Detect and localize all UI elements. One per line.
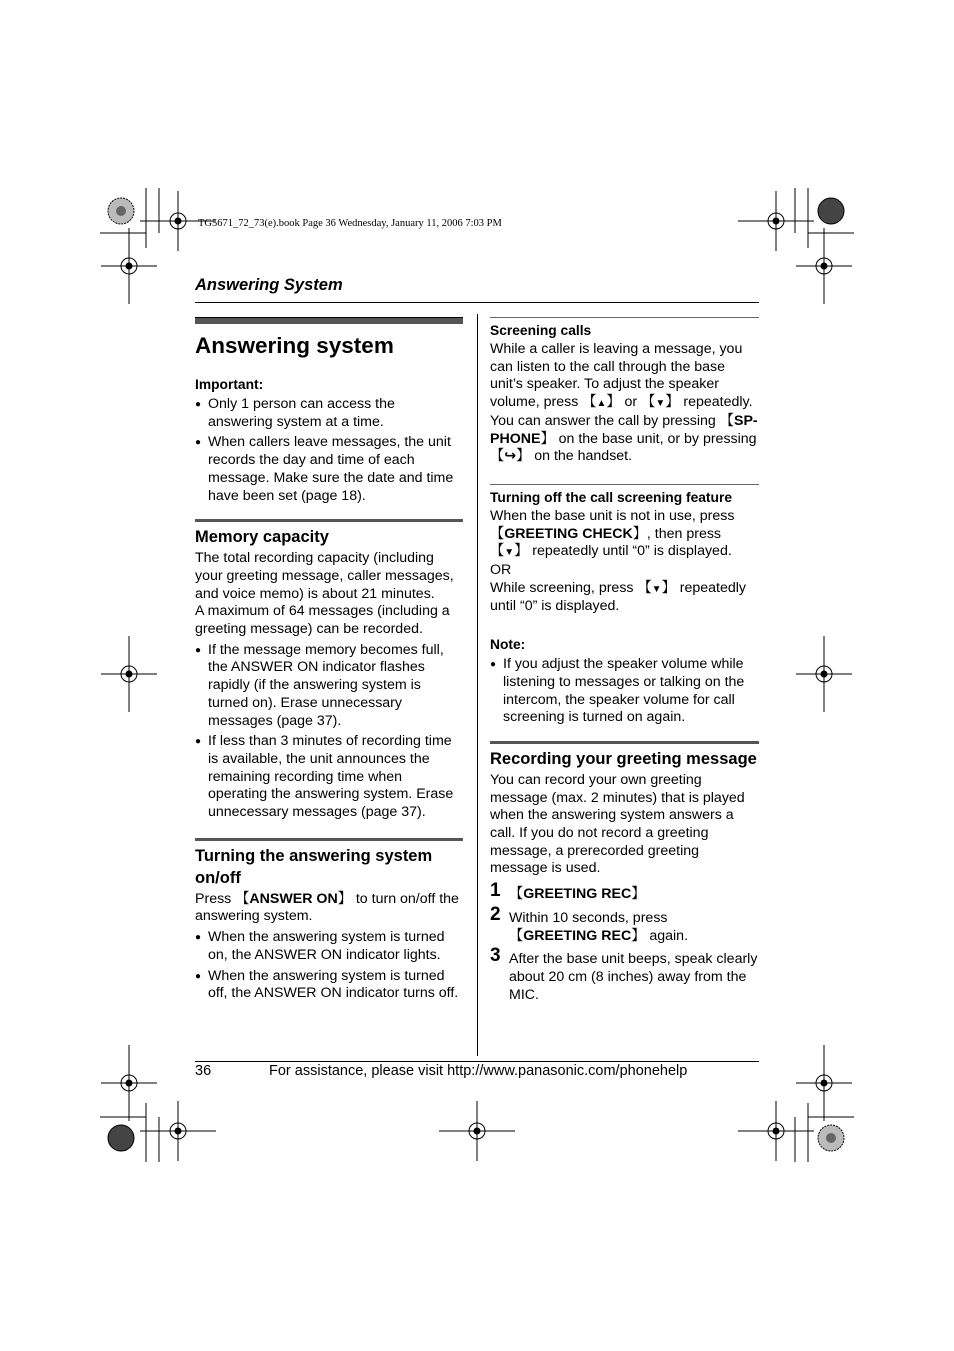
note-label: Note: <box>490 637 526 653</box>
screening-para-2: You can answer the call by pressing 【SP-PHONE】 on the base unit, or by pressing 【↪】 on the handset. <box>490 412 758 465</box>
left-column <box>195 314 463 1006</box>
print-info: TG5671_72_73(e).book Page 36 Wednesday, January 11, 2006 7:03 PM <box>198 218 502 229</box>
section-rule <box>490 741 759 744</box>
greeting-steps <box>490 880 759 1004</box>
note-list <box>490 656 759 727</box>
list-item: ● When the answering system is turned off, the ANSWER ON indicator turns off. <box>195 968 463 1003</box>
greeting-check-key: GREETING CHECK <box>504 525 633 542</box>
page-number: 36 <box>195 1063 212 1079</box>
section-rule <box>490 484 759 485</box>
down-key: ▼ <box>655 398 666 410</box>
important-list <box>195 396 463 505</box>
memory-list <box>195 642 463 822</box>
up-key: ▲ <box>596 398 607 410</box>
list-item: ● If less than 3 minutes of recording time is available, the unit announces the remaining recording time when operating the answering system. Erase unnecessary messages (page 37). <box>195 733 463 822</box>
screening-para-1: While a caller is leaving a message, you can listen to the call through the base unit’s speaker. To adjust the speaker volume, press 【▲】 or 【▼】 repeatedly. <box>490 341 753 411</box>
section-rule <box>195 838 463 841</box>
onoff-list <box>195 929 463 1003</box>
screening-heading: Screening calls <box>490 323 592 338</box>
turnoff-or: OR <box>490 562 512 579</box>
step-number: 3 <box>490 945 501 967</box>
page-title: Answering system <box>195 333 394 358</box>
onoff-heading: Turning the answering system on/off <box>195 846 433 887</box>
onoff-press: Press <box>195 890 232 907</box>
memory-para-1: The total recording capacity (including your greeting message, caller messages, and voice memo) is about 21 minutes. <box>195 550 454 602</box>
step-number: 1 <box>490 880 501 902</box>
step-item: 2 Within 10 seconds, press 【GREETING REC】 again. <box>490 903 689 944</box>
step-item: 1 【GREETING REC】 <box>490 880 646 903</box>
turnoff-para: When the base unit is not in use, press 【GREETING CHECK】, then press 【▼】 repeatedly until “0” is displayed. <box>490 507 735 560</box>
turnoff-heading: Turning off the call screening feature <box>490 489 732 505</box>
onoff-para: Press 【ANSWER ON】 to turn on/off the answering system. <box>195 890 459 925</box>
section-rule <box>195 519 463 522</box>
talk-icon: ↪ <box>504 448 517 465</box>
memory-para-2: A maximum of 64 messages (including a greeting message) can be recorded. <box>195 603 450 638</box>
turnoff-para-2: While screening, press 【▼】 repeatedly until “0” is displayed. <box>490 579 746 615</box>
list-item: ● When callers leave messages, the unit records the day and time of each message. Make sure the date and time have been set (page 18). <box>195 434 463 505</box>
down-key: ▼ <box>651 583 662 595</box>
list-item: ● If you adjust the speaker volume while listening to messages or talking on the intercom, the speaker volume for call screening is turned on again. <box>490 656 759 727</box>
step-number: 2 <box>490 903 501 925</box>
important-label: Important: <box>195 377 264 392</box>
greeting-heading: Recording your greeting message <box>490 749 757 768</box>
section-header: Answering System <box>195 276 343 294</box>
right-column <box>490 314 759 1010</box>
sp-phone-key: SP-PHONE <box>490 412 758 447</box>
footer-rule <box>195 1061 759 1062</box>
column-divider <box>477 314 478 1056</box>
list-item: ● When the answering system is turned on, the ANSWER ON indicator lights. <box>195 929 463 964</box>
title-bar <box>195 317 463 324</box>
footer-text: For assistance, please visit http://www.panasonic.com/phonehelp <box>269 1063 688 1079</box>
list-item: ● Only 1 person can access the answering system at a time. <box>195 396 463 431</box>
onoff-text: to turn on/off the answering system. <box>195 890 459 925</box>
down-key: ▼ <box>504 547 515 559</box>
greeting-para: You can record your own greeting message (max. 2 minutes) that is played when the answering system answers a call. If you do not record a greeting message, a prerecorded greeting message is used. <box>490 771 745 877</box>
section-rule <box>490 317 759 318</box>
list-item: ● If the message memory becomes full, the ANSWER ON indicator flashes rapidly (if the answering system is turned on). Erase unnecessary messages (page 37). <box>195 642 463 731</box>
memory-heading: Memory capacity <box>195 528 329 547</box>
greeting-rec-key: GREETING REC <box>523 886 632 903</box>
step-item: 3 After the base unit beeps, speak clearly about 20 cm (8 inches) away from the MIC. <box>490 945 758 1003</box>
header-rule <box>195 302 759 303</box>
answer-on-key: ANSWER ON <box>249 890 338 907</box>
greeting-rec-key: GREETING REC <box>523 927 632 944</box>
